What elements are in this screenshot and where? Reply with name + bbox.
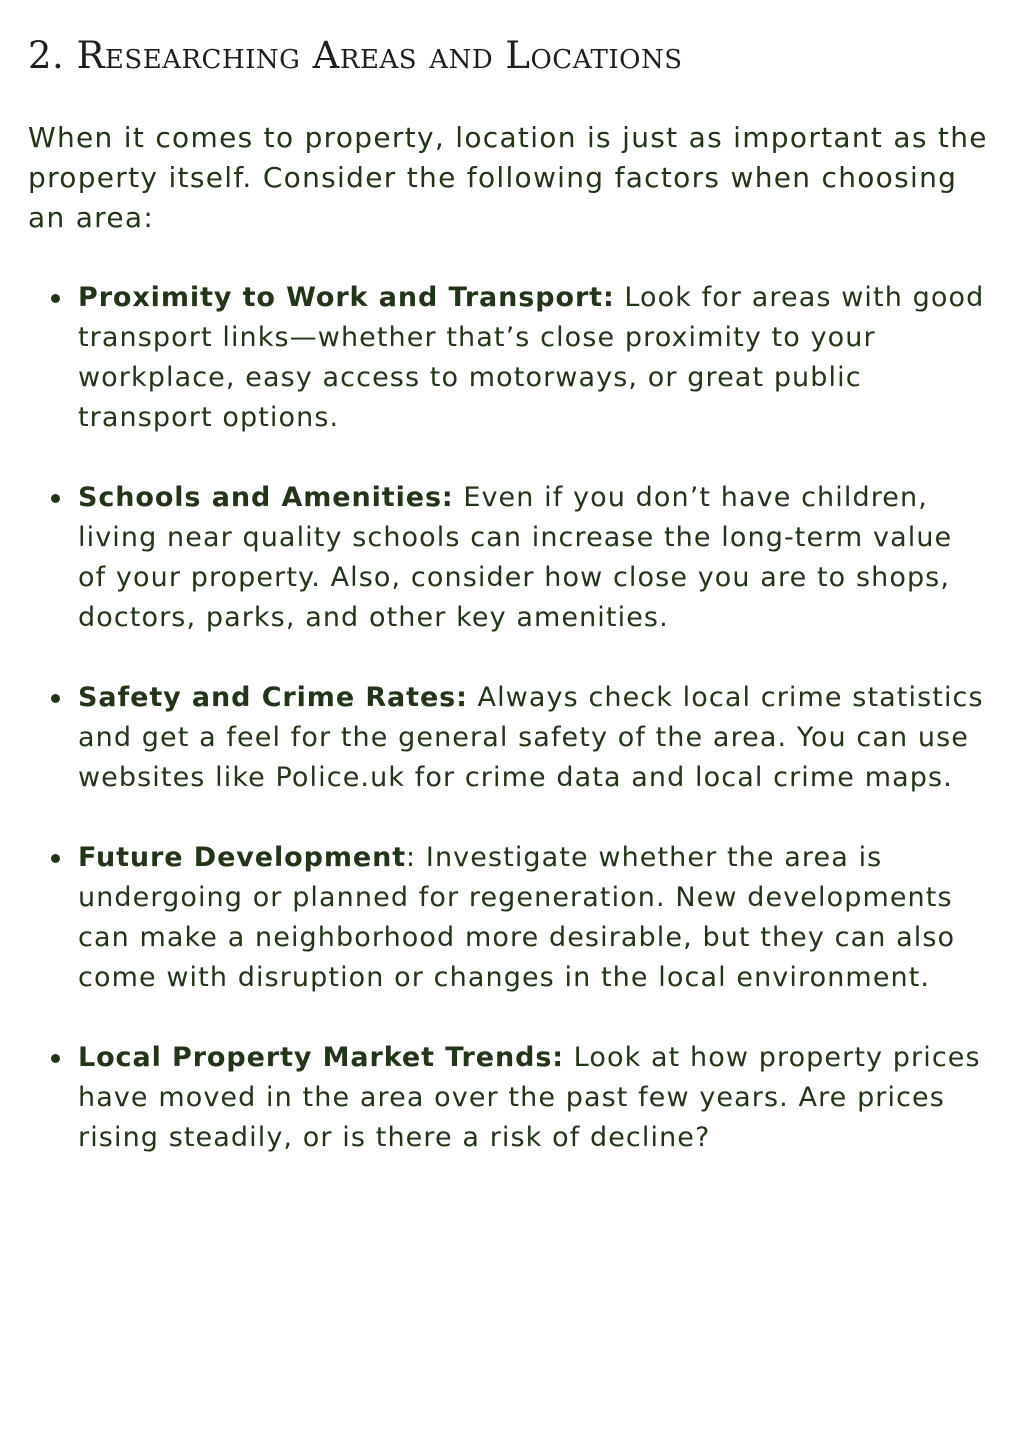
factor-title: Safety and Crime Rates: (78, 682, 468, 713)
bullet-icon (51, 854, 60, 863)
intro-paragraph: When it comes to property, location is just as important as the property itself. Consider the following factors when choosing an area: (28, 121, 988, 234)
factor-item-proximity (0, 278, 1024, 438)
bullet-icon (51, 1054, 60, 1063)
factor-item-schools (0, 478, 1024, 638)
factor-description: Look at how property prices have moved in the area over the past few years. Are prices rising steadily, or is there a risk of decline? (78, 1042, 981, 1153)
section-heading: 2. Researching Areas and Locations (28, 34, 683, 77)
factor-title: Future Development (78, 842, 407, 873)
factor-description: Even if you don’t have children, living near quality schools can increase the long-term value of your property. Also, consider how close you are to shops, doctors, parks, and other key amenities. (78, 482, 953, 633)
factor-description: Look for areas with good transport links—whether that’s close proximity to your workplace, easy access to motorways, or great public transport options. (78, 282, 985, 433)
factor-item-market-trends (0, 1038, 1024, 1158)
factor-title: Schools and Amenities: (78, 482, 454, 513)
bullet-icon (51, 494, 60, 503)
factor-description: Always check local crime statistics and get a feel for the general safety of the area. You can use websites like Police.uk for crime data and local crime maps. (78, 682, 984, 793)
factor-description: : Investigate whether the area is undergoing or planned for regeneration. New developments can make a neighborhood more desirable, but they can also come with disruption or changes in the local environment. (78, 842, 956, 993)
factor-title: Local Property Market Trends: (78, 1042, 564, 1073)
factor-item-future-development (0, 838, 1024, 998)
factors-list (0, 278, 1024, 1198)
bullet-icon (51, 694, 60, 703)
bullet-icon (51, 294, 60, 303)
factor-item-safety (0, 678, 1024, 798)
factor-title: Proximity to Work and Transport: (78, 282, 615, 313)
